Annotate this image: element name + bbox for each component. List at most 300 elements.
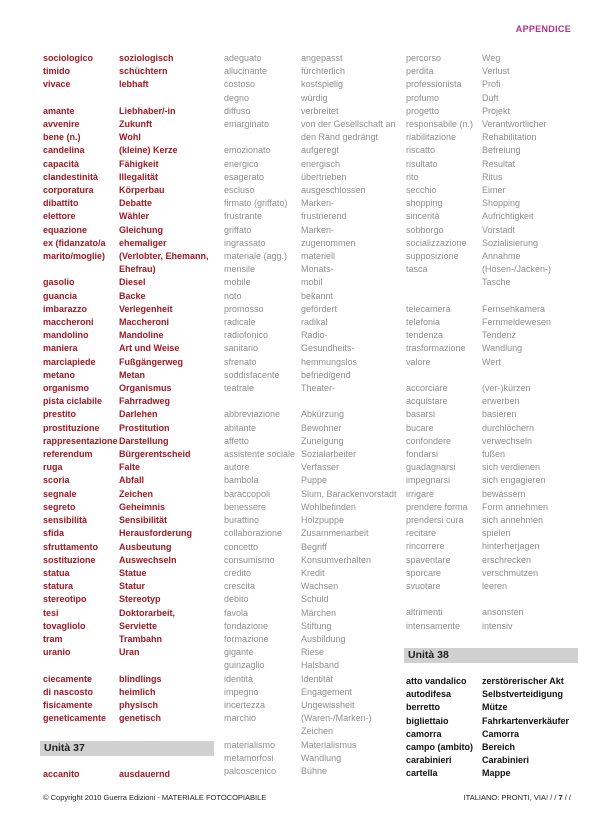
vocab-entry: [406, 435, 576, 448]
vocab-entry: [43, 768, 213, 781]
german-translation: spielen: [482, 528, 511, 539]
german-translation: Statur: [119, 581, 146, 592]
italian-term: bucare: [406, 422, 434, 433]
unit-37-heading: Unità 37: [40, 741, 214, 756]
italian-term: corporatura: [43, 185, 94, 196]
vocab-entry: [224, 580, 402, 593]
vocab-entry: [406, 488, 576, 501]
german-translation: soziologisch: [119, 53, 174, 63]
vocab-entry: [406, 728, 576, 741]
vocab-entry: [224, 105, 402, 118]
german-translation: zerstörerischer Akt: [482, 676, 564, 686]
vocab-entry: [224, 263, 402, 276]
german-translation: hemmungslos: [301, 356, 358, 367]
german-translation: (kleine) Kerze: [119, 145, 178, 156]
german-translation: Verlegenheit: [119, 303, 173, 314]
italian-term: camorra: [406, 728, 442, 739]
german-translation: Marken-: [301, 224, 335, 235]
unit-38-heading: Unità 38: [404, 648, 578, 663]
german-translation: Organismus: [119, 383, 172, 394]
german-translation: Abkürzung: [301, 409, 345, 420]
german-translation: Radio-: [301, 330, 328, 341]
vocab-entry: [224, 78, 402, 91]
german-translation: fürchterlich: [301, 66, 346, 77]
german-translation: Stiftung: [301, 620, 332, 631]
german-translation: Identität: [301, 673, 334, 684]
german-translation: schüchtern: [119, 66, 168, 77]
italian-term: sfida: [43, 528, 65, 539]
vocab-entry: [43, 329, 213, 342]
vocab-entry: [406, 237, 576, 250]
italian-term: abbreviazione: [224, 409, 281, 420]
italian-term: favola: [224, 607, 249, 618]
german-translation: erwerben: [482, 396, 520, 407]
german-translation: Zusammenarbeit: [301, 528, 369, 539]
german-translation: Wert: [482, 356, 501, 367]
italian-term: irrigare: [406, 488, 435, 499]
vocab-entry: [406, 263, 576, 289]
german-translation: hinterherjagen: [482, 541, 540, 552]
italian-term: maniera: [43, 343, 78, 354]
italian-term: costoso: [224, 79, 256, 90]
italian-term: emarginato: [224, 119, 270, 130]
german-translation: ansonsten: [482, 607, 524, 618]
italian-term: elettore: [43, 211, 76, 222]
vocab-entry: [224, 329, 402, 342]
italian-term: acquistare: [406, 396, 448, 407]
unit-37-list: [43, 768, 213, 781]
italian-term: capacità: [43, 158, 80, 169]
german-translation: Vorstadt: [482, 224, 516, 235]
german-translation: Fernsehkamera: [482, 303, 546, 314]
german-translation: Form annehmen: [482, 501, 549, 512]
german-translation: verwechseln: [482, 435, 533, 446]
vocab-entry: [43, 303, 213, 316]
italian-term: candelina: [43, 145, 85, 156]
vocab-entry: [406, 567, 576, 580]
italian-term: marchio: [224, 713, 257, 724]
page-footer: [464, 793, 571, 802]
italian-term: profumo: [406, 92, 440, 103]
german-translation: Selbstverteidigung: [482, 689, 564, 700]
vocab-entry: [43, 712, 213, 725]
vocab-entry: [43, 356, 213, 369]
german-translation: (Hosen-/Jacken-) Tasche: [482, 264, 552, 288]
german-translation: Auswechseln: [119, 554, 177, 565]
german-translation: verbreitet: [301, 105, 339, 116]
vocab-entry: [43, 184, 213, 197]
german-translation: Prostitution: [119, 422, 170, 433]
vocab-entry: [406, 540, 576, 553]
german-translation: Verlust: [482, 66, 510, 77]
german-translation: Herausforderung: [119, 528, 193, 539]
italian-term: palcoscenico: [224, 765, 277, 776]
german-translation: Metan: [119, 369, 146, 380]
german-translation: radikal: [301, 317, 328, 328]
vocab-entry: [43, 237, 213, 277]
vocab-entry: [43, 673, 213, 686]
italian-term: amante: [43, 105, 75, 116]
italian-term: stereotipo: [43, 594, 87, 605]
german-translation: Falte: [119, 462, 141, 473]
italian-term: telefonia: [406, 317, 441, 328]
german-translation: Doktorarbeit,: [119, 607, 176, 618]
vocab-entry: [43, 105, 213, 118]
italian-term: mensile: [224, 264, 256, 275]
italian-term: mobile: [224, 277, 251, 288]
vocab-entry: [406, 224, 576, 237]
german-translation: Tendenz: [482, 330, 517, 341]
german-translation: Kredit: [301, 567, 325, 578]
vocab-entry: [224, 739, 402, 752]
italian-term: tovagliolo: [43, 620, 86, 631]
italian-term: guinzaglio: [224, 660, 265, 671]
german-translation: Uran: [119, 647, 140, 658]
german-translation: Diesel: [119, 277, 146, 288]
german-translation: Mappe: [482, 768, 511, 779]
italian-term: guancia: [43, 290, 78, 301]
italian-term: uranio: [43, 647, 71, 658]
vocab-entry: [406, 144, 576, 157]
german-translation: sich engagieren: [482, 475, 546, 486]
german-translation: materiell: [301, 251, 336, 262]
vocab-entry: [43, 607, 213, 620]
german-translation: Mütze: [482, 702, 508, 713]
german-translation: aufgeregt: [301, 145, 340, 156]
italian-term: campo (ambito): [406, 742, 474, 753]
vocab-entry: [406, 580, 576, 593]
german-translation: (Waren-/Marken-) Zeichen: [301, 713, 372, 737]
italian-term: avvenire: [43, 119, 80, 129]
german-translation: durchlöchern: [482, 422, 535, 433]
german-translation: Körperbau: [119, 185, 165, 196]
vocab-entry: [43, 580, 213, 593]
german-translation: Wandlung: [482, 343, 523, 354]
vocab-entry: [43, 276, 213, 289]
vocab-entry: [406, 754, 576, 767]
german-translation: angepasst: [301, 53, 343, 63]
vocab-entry: [43, 541, 213, 554]
german-translation: erschrecken: [482, 554, 532, 565]
italian-term: consumismo: [224, 554, 275, 565]
italian-term: segnale: [43, 488, 77, 499]
vocab-entry: [406, 52, 576, 65]
vocab-entry: [224, 712, 402, 738]
vocab-entry: [406, 65, 576, 78]
vocab-entry: [224, 65, 402, 78]
german-translation: Camorra: [482, 728, 520, 739]
vocab-entry: [406, 527, 576, 540]
page-number: 7: [558, 793, 563, 802]
vocab-entry: [43, 633, 213, 646]
vocab-entry: [406, 210, 576, 223]
german-translation: übertrieben: [301, 171, 347, 182]
italian-term: prostituzione: [43, 422, 100, 433]
vocab-entry: [224, 752, 402, 765]
vocab-entry: [43, 435, 213, 448]
german-translation: Abfall: [119, 475, 145, 486]
italian-term: cartella: [406, 768, 438, 779]
vocab-entry: [406, 131, 576, 144]
vocab-entry: [406, 118, 576, 131]
german-translation: mobil: [301, 277, 323, 288]
vocab-entry: [224, 461, 402, 474]
german-translation: Mandoline: [119, 330, 164, 341]
italian-term: credito: [224, 567, 252, 578]
italian-term: fondazione: [224, 620, 269, 631]
vocab-entry: [406, 382, 576, 395]
vocab-entry: [406, 329, 576, 342]
footer-suffix: / /: [562, 793, 571, 802]
german-translation: Verfasser: [301, 462, 340, 473]
german-translation: Holzpuppe: [301, 515, 345, 526]
italian-term: soddisfacente: [224, 369, 280, 380]
vocab-entry: [406, 408, 576, 421]
italian-term: perdita: [406, 66, 434, 77]
vocab-entry: [224, 290, 402, 303]
german-translation: Ausbeutung: [119, 541, 172, 552]
vocab-entry: [224, 303, 402, 316]
italian-term: dibattito: [43, 198, 79, 209]
vocab-entry: [406, 606, 576, 619]
vocab-entry: [43, 52, 213, 65]
vocab-entry: [224, 593, 402, 606]
vocab-entry: [406, 303, 576, 316]
german-translation: Backe: [119, 290, 146, 301]
vocab-entry: [43, 554, 213, 567]
italian-term: assistente sociale: [224, 449, 296, 460]
german-translation: Wähler: [119, 211, 150, 222]
italian-term: fondarsi: [406, 449, 439, 460]
vocab-entry: [43, 369, 213, 382]
spacer: [43, 659, 213, 672]
german-translation: Wohl: [119, 132, 141, 143]
italian-term: riabilitazione: [406, 132, 457, 143]
german-translation: Zukunft: [119, 119, 152, 129]
italian-term: radiofonico: [224, 330, 269, 341]
vocab-entry: [224, 369, 402, 382]
italian-term: prendersi cura: [406, 515, 464, 526]
german-translation: gefördert: [301, 303, 338, 314]
italian-term: tesi: [43, 607, 59, 618]
italian-term: firmato (griffato): [224, 198, 288, 209]
vocab-entry: [224, 633, 402, 646]
vocab-entry: [43, 686, 213, 699]
german-translation: Geheimnis: [119, 501, 166, 512]
italian-term: confondere: [406, 435, 452, 446]
german-translation: Wandlung: [301, 752, 342, 763]
vocab-entry: [43, 646, 213, 659]
copyright-notice: © Copyright 2010 Guerra Edizioni - MATERIALE FOTOCOPIABILE: [43, 793, 267, 802]
vocab-entry: [224, 210, 402, 223]
vocab-entry: [224, 224, 402, 237]
vocab-entry: [224, 541, 402, 554]
italian-term: atto vandalico: [406, 676, 467, 686]
italian-term: bambola: [224, 475, 259, 486]
german-translation: Projekt: [482, 105, 511, 116]
vocab-entry: [224, 435, 402, 448]
vocab-entry: [43, 197, 213, 210]
italian-term: griffato: [224, 224, 252, 235]
italian-term: statura: [43, 581, 74, 592]
vocab-entry: [43, 567, 213, 580]
italian-term: riscatto: [406, 145, 436, 156]
vocab-entry: [406, 767, 576, 780]
german-translation: Riese: [301, 647, 325, 658]
vocab-entry: [43, 620, 213, 633]
italian-term: professionista: [406, 79, 462, 90]
vocab-entry: [224, 92, 402, 105]
italian-term: socializzazione: [406, 237, 467, 248]
german-translation: Serviette: [119, 620, 158, 631]
italian-term: responsabile (n.): [406, 119, 474, 130]
german-translation: Fußgängerweg: [119, 356, 184, 367]
german-translation: würdig: [301, 92, 328, 103]
german-translation: Carabinieri: [482, 755, 530, 766]
italian-term: geneticamente: [43, 713, 107, 724]
italian-term: radicale: [224, 317, 256, 328]
german-translation: zugenommen: [301, 237, 356, 248]
german-translation: Ausbildung: [301, 633, 346, 644]
vocab-column-2: [224, 52, 402, 778]
italian-term: prestito: [43, 409, 77, 420]
vocab-entry: [224, 144, 402, 157]
vocab-entry: [224, 673, 402, 686]
vocab-entry: [406, 701, 576, 714]
italian-term: maccheroni: [43, 317, 94, 328]
vocab-entry: [224, 237, 402, 250]
italian-term: impegnarsi: [406, 475, 451, 486]
italian-term: sfrenato: [224, 356, 257, 367]
vocab-entry: [43, 699, 213, 712]
german-translation: blindlings: [119, 673, 162, 684]
italian-term: incertezza: [224, 699, 266, 710]
italian-term: diffuso: [224, 105, 251, 116]
vocab-entry: [224, 659, 402, 672]
italian-term: esagerato: [224, 171, 265, 182]
spacer: [224, 395, 402, 408]
section-header: APPENDICE: [515, 24, 571, 34]
italian-term: noto: [224, 290, 242, 301]
vocab-entry: [406, 395, 576, 408]
vocab-entry: [43, 131, 213, 144]
italian-term: risultato: [406, 158, 438, 169]
italian-term: energico: [224, 158, 259, 169]
german-translation: leeren: [482, 581, 508, 592]
italian-term: bigliettaio: [406, 715, 449, 726]
italian-term: equazione: [43, 224, 88, 235]
german-translation: energisch: [301, 158, 341, 169]
italian-term: emozionato: [224, 145, 271, 156]
italian-term: sostituzione: [43, 554, 96, 565]
italian-term: accanito: [43, 769, 80, 779]
italian-term: metamorfosi: [224, 752, 274, 763]
vocab-entry: [43, 158, 213, 171]
german-translation: Duft: [482, 92, 499, 103]
vocab-entry: [43, 290, 213, 303]
german-translation: lebhaft: [119, 79, 149, 90]
german-translation: Gleichung: [119, 224, 164, 235]
vocab-entry: [224, 607, 402, 620]
vocab-entry: [406, 422, 576, 435]
german-translation: ausdauernd: [119, 769, 171, 779]
vocab-entry: [224, 276, 402, 289]
german-translation: Stereotyp: [119, 594, 161, 605]
italian-term: concetto: [224, 541, 259, 552]
vocab-entry: [224, 250, 402, 263]
italian-term: basarsi: [406, 409, 436, 420]
spacer: [406, 290, 576, 303]
vocab-entry: [224, 554, 402, 567]
italian-term: secchio: [406, 185, 437, 196]
italian-term: metano: [43, 369, 76, 380]
italian-term: organismo: [43, 383, 90, 394]
vocab-entry: [406, 78, 576, 91]
german-translation: sich annehmen: [482, 515, 544, 526]
italian-term: materialismo: [224, 739, 276, 750]
italian-term: affetto: [224, 435, 249, 446]
vocab-entry: [224, 699, 402, 712]
vocab-entry: [224, 501, 402, 514]
italian-term: ingrassato: [224, 237, 266, 248]
italian-term: di nascosto: [43, 686, 94, 697]
italian-term: identità: [224, 673, 254, 684]
italian-term: materiale (agg.): [224, 251, 288, 262]
vocab-entry: [43, 422, 213, 435]
italian-term: imbarazzo: [43, 303, 88, 314]
vocab-entry: [406, 688, 576, 701]
vocab-entry: [224, 686, 402, 699]
german-translation: Debatte: [119, 198, 153, 209]
vocab-entry: [406, 92, 576, 105]
italian-term: crescita: [224, 581, 256, 592]
vocab-entry: [406, 514, 576, 527]
italian-term: formazione: [224, 633, 269, 644]
vocab-entry: [224, 342, 402, 355]
vocab-entry: [43, 461, 213, 474]
german-translation: Resultat: [482, 158, 516, 169]
vocab-entry: [224, 184, 402, 197]
italian-term: adeguato: [224, 53, 262, 63]
italian-term: ciecamente: [43, 673, 93, 684]
italian-term: statua: [43, 567, 70, 578]
german-translation: Eimer: [482, 185, 506, 196]
vocab-entry: [224, 527, 402, 540]
italian-term: baraccopoli: [224, 488, 271, 499]
italian-term: sincerità: [406, 211, 440, 222]
vocab-entry: [406, 316, 576, 329]
italian-term: altrimenti: [406, 607, 443, 618]
german-translation: Darstellung: [119, 435, 169, 446]
vocab-entry: [43, 210, 213, 223]
german-translation: heimlich: [119, 686, 156, 697]
german-translation: Monats-: [301, 264, 334, 275]
german-translation: Darlehen: [119, 409, 158, 420]
vocab-entry: [224, 171, 402, 184]
vocab-entry: [43, 224, 213, 237]
italian-term: sensibilità: [43, 515, 88, 526]
italian-term: tasca: [406, 264, 428, 275]
italian-term: supposizione: [406, 251, 459, 262]
german-translation: frustrierend: [301, 211, 347, 222]
vocab-entry: [224, 474, 402, 487]
italian-term: spaventare: [406, 554, 451, 565]
vocab-column-1: [43, 52, 213, 725]
german-translation: Trambahn: [119, 633, 163, 644]
german-translation: Puppe: [301, 475, 328, 486]
vocab-entry: [406, 715, 576, 728]
german-translation: kostspielig: [301, 79, 344, 90]
